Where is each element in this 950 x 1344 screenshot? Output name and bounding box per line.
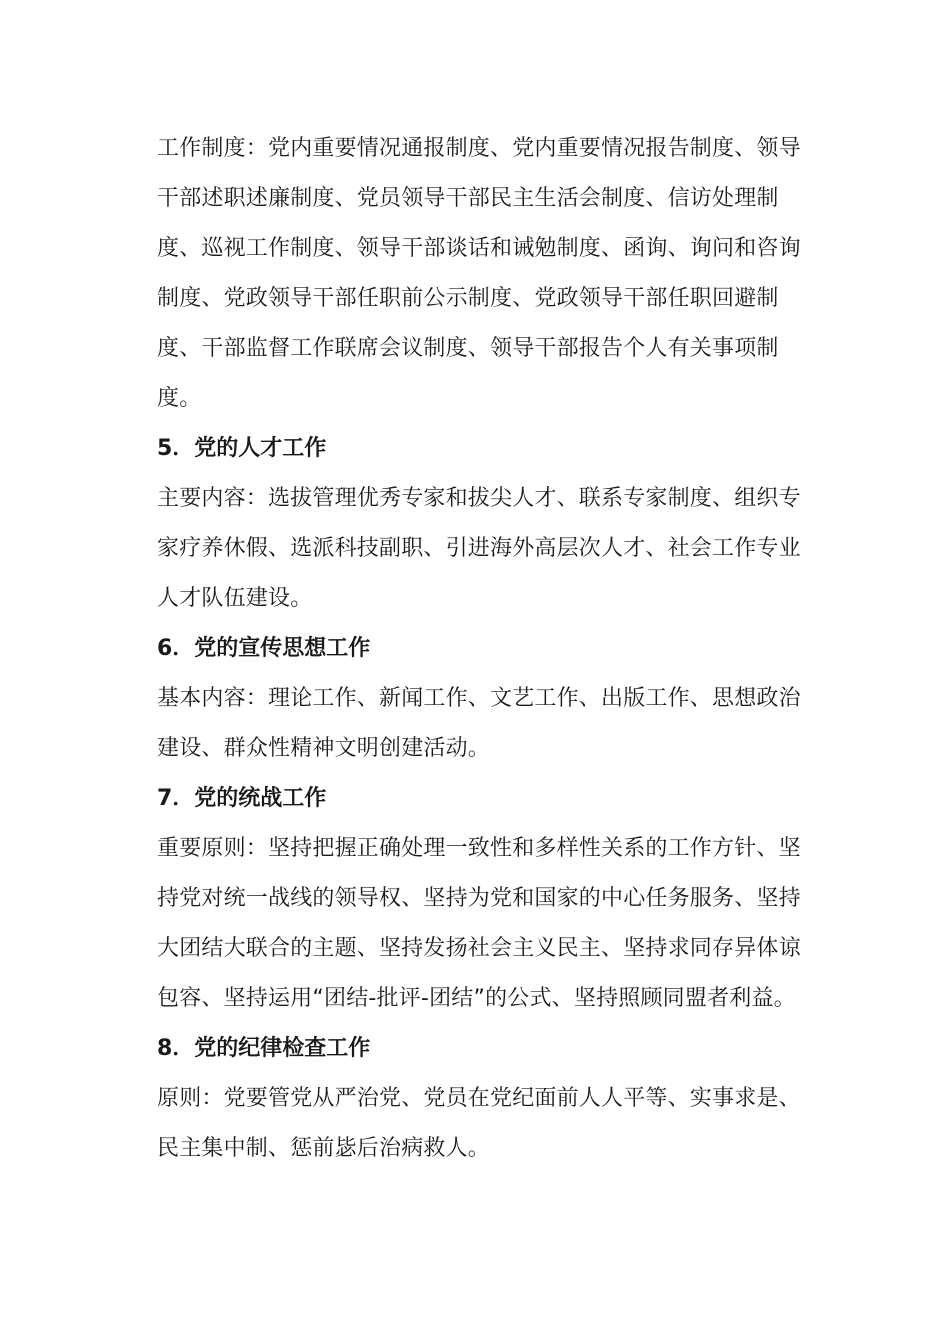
section-heading-talent-work: 5．党的人才工作 xyxy=(157,436,327,461)
talent-work-paragraph: 主要内容：选拔管理优秀专家和拔尖人才、联系专家制度、组织专家疗养休假、选派科技副职、引进海外高层次人才、社会工作专业人才队伍建设。 xyxy=(157,486,801,611)
section-heading-united-front-work: 7．党的统战工作 xyxy=(157,786,327,811)
discipline-inspection-paragraph: 原则：党要管党从严治党、党员在党纪面前人人平等、实事求是、民主集中制、惩前毖后治病救人。 xyxy=(157,1086,801,1161)
united-front-paragraph: 重要原则：坚持把握正确处理一致性和多样性关系的工作方针、坚持党对统一战线的领导权、坚持为党和国家的中心任务服务、坚持大团结大联合的主题、坚持发扬社会主义民主、坚持求同存异体谅包容、坚持运用“团结-批评-团结”的公式、坚持照顾同盟者利益。 xyxy=(157,836,801,1011)
propaganda-work-paragraph: 基本内容：理论工作、新闻工作、文艺工作、出版工作、思想政治建设、群众性精神文明创建活动。 xyxy=(157,686,801,761)
section-heading-discipline-inspection: 8．党的纪律检查工作 xyxy=(157,1036,371,1061)
document-page xyxy=(157,124,817,1174)
work-system-paragraph: 工作制度：党内重要情况通报制度、党内重要情况报告制度、领导干部述职述廉制度、党员领导干部民主生活会制度、信访处理制度、巡视工作制度、领导干部谈话和诫勉制度、函询、询问和咨询制度、党政领导干部任职前公示制度、党政领导干部任职回避制度、干部监督工作联席会议制度、领导干部报告个人有关事项制度。 xyxy=(157,136,801,411)
section-heading-propaganda-work: 6．党的宣传思想工作 xyxy=(157,636,371,661)
